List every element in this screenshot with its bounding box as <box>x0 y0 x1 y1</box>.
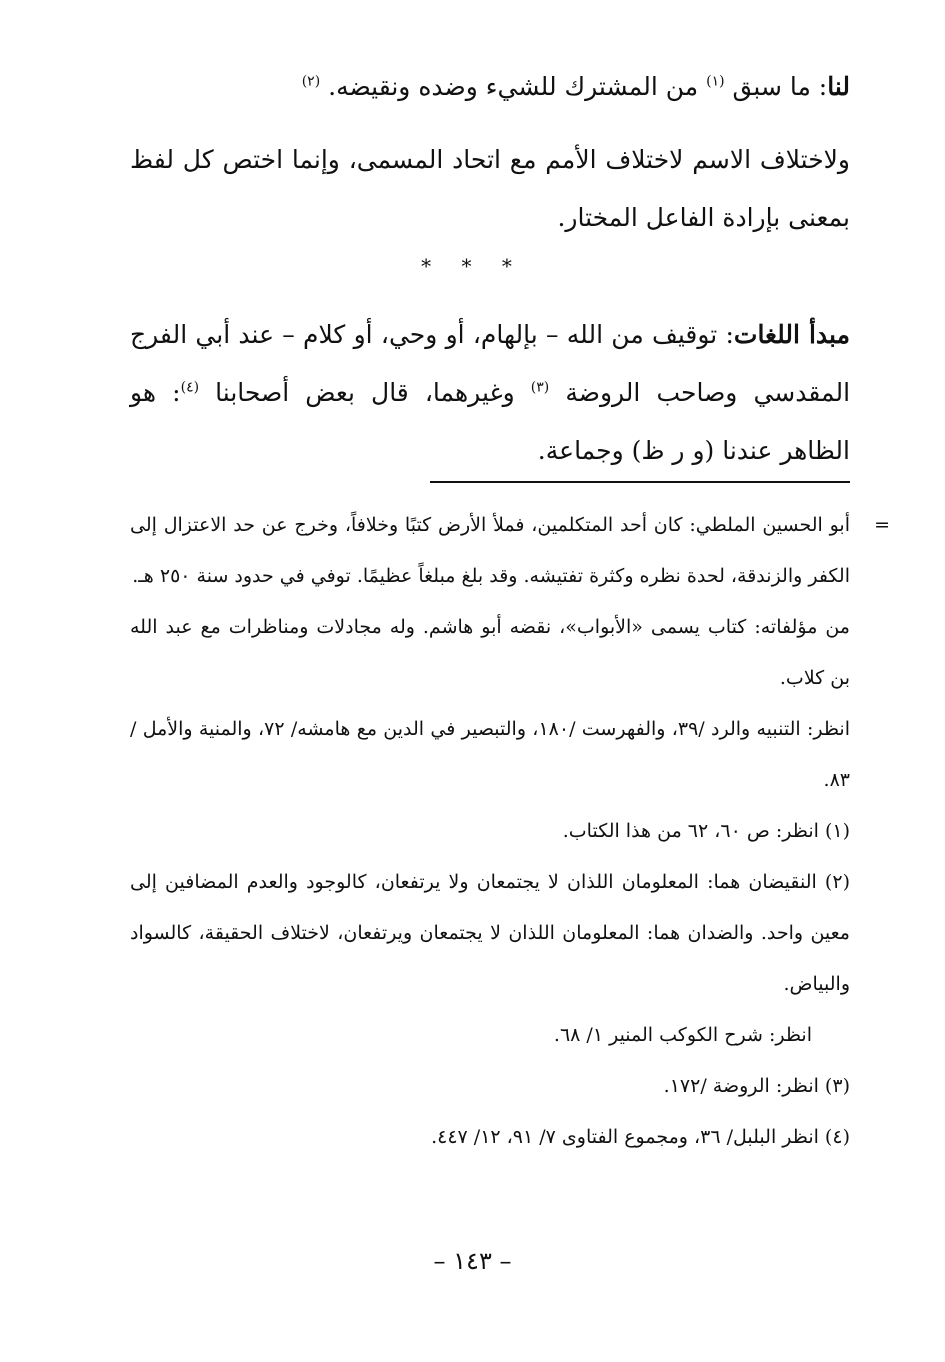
page-number: – ١٤٣ – <box>433 1247 512 1275</box>
footnotes-section <box>130 500 890 1163</box>
paragraph-our-evidence <box>130 58 850 116</box>
lead-word-lana: لنا <box>827 72 850 101</box>
footnote-continued-sources: انظر: التنبيه والرد /٣٩، والفهرست /١٨٠، والتبصير في الدين مع هامشه/ ٧٢، والمنية والأمل /٨٣. <box>130 718 851 791</box>
para2-text: ولاختلاف الاسم لاختلاف الأمم مع اتحاد المسمى، وإنما اختص كل لفظ بمعنى بإرادة الفاعل المختار. <box>130 145 850 232</box>
para3-text-b: وغيرهما، قال بعض أصحابنا <box>215 378 515 407</box>
footnote-ref-2[interactable]: (٢) <box>301 73 321 90</box>
footnote-2-source: انظر: شرح الكوكب المنير ١/ ٦٨. <box>553 1024 812 1046</box>
para3-text-c: : هو الظاهر عندنا (و ر ظ) وجماعة. <box>130 378 850 465</box>
footnote-ref-4[interactable]: (٤) <box>180 379 200 396</box>
para1-text-b: من المشترك للشيء وضده ونقيضه. <box>328 72 699 101</box>
footnote-3: (٣) انظر: الروضة /١٧٢. <box>663 1075 850 1097</box>
paragraph-origin-of-languages <box>130 306 850 480</box>
footnote-continued-works: من مؤلفاته: كتاب يسمى «الأبواب»، نقضه أبو هاشم. وله مجادلات ومناظرات مع عبد الله بن كلاب. <box>130 616 850 689</box>
footnote-2: (٢) النقيضان هما: المعلومان اللذان لا يجتمعان ولا يرتفعان، كالوجود والعدم المضافين إلى معين واحد. والضدان هما: المعلومان اللذان لا يجتمعان ويرتفعان، لاختلاف الحقيقة، كالسواد والبياض. <box>130 871 850 995</box>
heading-mabda-allughat: مبدأ اللغات <box>733 320 850 349</box>
footnote-ref-1[interactable]: (١) <box>706 73 725 90</box>
footnote-4: (٤) انظر البلبل/ ٣٦، ومجموع الفتاوى ٧/ ٩١، ١٢/ ٤٤٧. <box>431 1126 850 1148</box>
footnote-separator <box>430 481 850 483</box>
footnote-continued-biography: أبو الحسين الملطي: كان أحد المتكلمين، فملأ الأرض كتبًا وخلافاً، وخرج عن حد الاعتزال إلى الكفر والزندقة، لحدة نظره وكثرة تفتيشه. وقد بلغ مبلغاً عظيمًا. توفي في حدود سنة ٢٥٠ هـ. <box>130 514 850 587</box>
footnote-ref-3[interactable]: (٣) <box>530 379 550 396</box>
continuation-mark: = <box>874 514 890 536</box>
paragraph-name-difference <box>130 131 850 247</box>
para1-text-a: : ما سبق <box>732 72 828 101</box>
section-divider-stars: * * * <box>421 254 524 278</box>
footnote-1: (١) انظر: ص ٦٠، ٦٢ من هذا الكتاب. <box>562 820 850 842</box>
para3-text-a: : توقيف من الله – بإلهام، أو وحي، أو كلام – عند أبي الفرج المقدسي وصاحب الروضة <box>130 320 851 407</box>
